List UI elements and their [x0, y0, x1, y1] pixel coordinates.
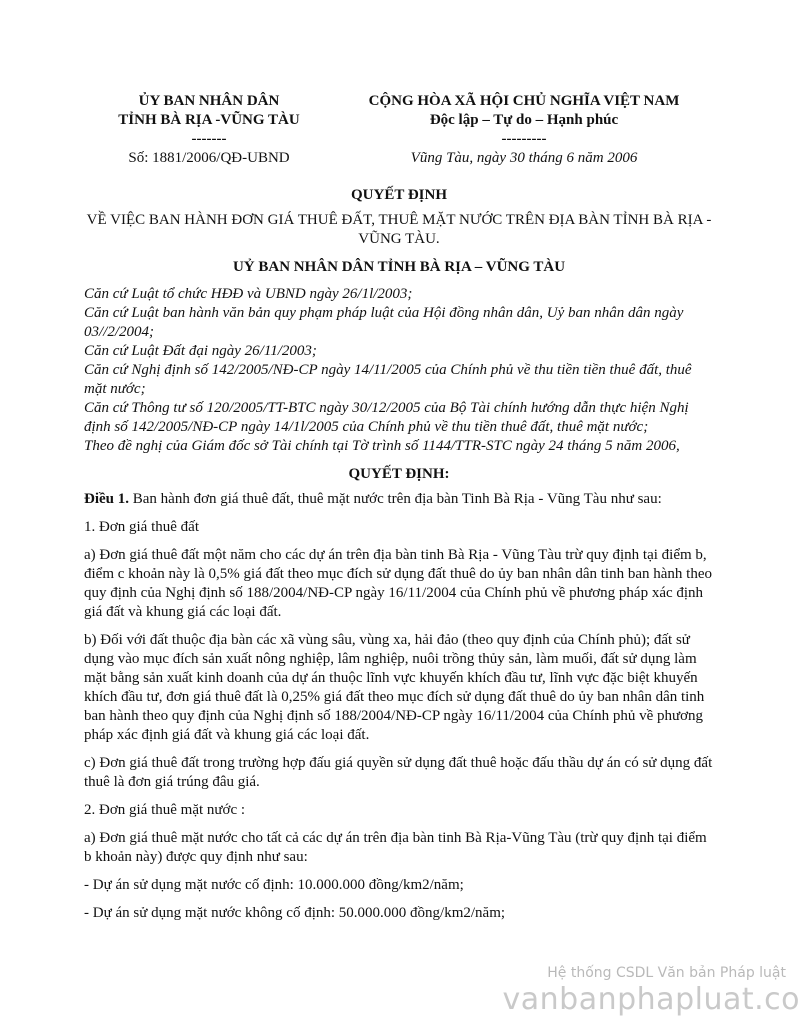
- body-paragraph: - Dự án sử dụng mặt nước không cố định: 50.000.000 đồng/km2/năm;: [84, 905, 506, 921]
- country-name: CỘNG HÒA XÃ HỘI CHỦ NGHĨA VIỆT NAM: [368, 93, 680, 109]
- document-subject: VỀ VIỆC BAN HÀNH ĐƠN GIÁ THUÊ ĐẤT, THUÊ MẶT NƯỚC TRÊN ĐỊA BÀN TỈNH BÀ RỊA - VŨNG TÀU.: [86, 212, 712, 247]
- body-paragraph: 1. Đơn giá thuê đất: [84, 519, 199, 535]
- watermark-caption: Hệ thống CSDL Văn bản Pháp luật: [547, 965, 786, 981]
- document-header: [84, 92, 714, 168]
- issuer-line-1: ỦY BAN NHÂN DÂN: [138, 93, 280, 109]
- legal-basis: Căn cứ Nghị định số 142/2005/NĐ-CP ngày 14/11/2005 của Chính phủ về thu tiền tiền thuê đất, thuê mặt nước;: [84, 362, 692, 397]
- issue-date: Vũng Tàu, ngày 30 tháng 6 năm 2006: [410, 150, 638, 166]
- article-label: Điều 1.: [84, 491, 129, 507]
- document-page: [84, 92, 714, 932]
- legal-basis: Căn cứ Luật Đất đại ngày 26/11/2003;: [84, 343, 317, 359]
- motto: Độc lập – Tự do – Hạnh phúc: [429, 112, 619, 128]
- document-title: QUYẾT ĐỊNH: [351, 187, 447, 203]
- body-paragraph: - Dự án sử dụng mặt nước cố định: 10.000.000 đồng/km2/năm;: [84, 877, 464, 893]
- legal-basis: Căn cứ Luật tổ chức HĐĐ và UBND ngày 26/1l/2003;: [84, 286, 413, 302]
- national-motto-block: [334, 92, 714, 168]
- legal-bases: [84, 285, 714, 456]
- article-1: [84, 490, 714, 509]
- document-number: Số: 1881/2006/QĐ-UBND: [128, 150, 290, 166]
- body-paragraph: b) Đối với đất thuộc địa bàn các xã vùng sâu, vùng xa, hải đảo (theo quy định của Chính phủ); đất sử dụng vào mục đích sản xuất nông nghiệp, lâm nghiệp, nuôi trồng thủy sản, làm muối, đất sử dụng làm mặt bằng sản xuất kinh doanh của dự án thuộc lĩnh vực khuyến khích đầu tư, lĩnh vực đặc biệt khuyến khích đầu tư, đơn giá thuê đất là 0,25% giá đất theo mục đích sử dụng đất thuê do ủy ban nhân dân tinh ban hành theo quy định của Nghị định số 188/2004/NĐ-CP ngày 16/11/2004 của Chính phủ về phương pháp xác định giá đất và khung giá các loại đất.: [84, 632, 705, 743]
- issuer-line-2: TỈNH BÀ RỊA -VŨNG TÀU: [118, 112, 300, 128]
- document-body: [84, 490, 714, 923]
- motto-rule: ---------: [501, 131, 547, 147]
- body-paragraph: a) Đơn giá thuê mặt nước cho tất cả các dự án trên địa bàn tinh Bà Rịa-Vũng Tàu (trừ quy định tại điểm b khoản này) được quy định như sau:: [84, 830, 707, 865]
- legal-basis: Theo đề nghị của Giám đốc sở Tài chính tại Tờ trình số 1144/TTR-STC ngày 24 tháng 5 năm 2006,: [84, 438, 680, 454]
- legal-basis: Căn cứ Luật ban hành văn bản quy phạm pháp luật của Hội đồng nhân dân, Uỷ ban nhân dân ngày 03//2/2004;: [84, 305, 684, 340]
- issuer-block: [94, 92, 324, 168]
- body-paragraph: c) Đơn giá thuê đất trong trường hợp đấu giá quyền sử dụng đất thuê hoặc đấu thầu dự án có sử dụng đất thuê là đơn giá trúng đâu giá.: [84, 755, 713, 790]
- decision-heading: QUYẾT ĐỊNH:: [348, 466, 450, 482]
- body-paragraph: a) Đơn giá thuê đất một năm cho các dự án trên địa bàn tinh Bà Rịa - Vũng Tàu trừ quy định tại điểm b, điểm c khoản này là 0,5% giá đất theo mục đích sử dụng đất thuê do ủy ban nhân dân tinh ban hành theo quy định của Nghị định số 188/2004/NĐ-CP ngày 16/11/2004 của Chính phủ về phương pháp xác định giá đất và khung giá các loại đất.: [84, 547, 712, 620]
- watermark-site: vanbanphapluat.co: [502, 982, 800, 1017]
- legal-basis: Căn cứ Thông tư số 120/2005/TT-BTC ngày 30/12/2005 của Bộ Tài chính hướng dẫn thực hiện Nghị định số 142/2005/NĐ-CP ngày 14/1l/2005 của Chính phủ về thu tiền thuê đất, thuê mặt nước;: [84, 400, 689, 435]
- article-text: Ban hành đơn giá thuê đất, thuê mặt nước trên địa bàn Tinh Bà Rịa - Vũng Tàu như sau:: [129, 491, 662, 507]
- body-paragraph: 2. Đơn giá thuê mặt nước :: [84, 802, 246, 818]
- issuer-rule: -------: [191, 131, 227, 147]
- issuing-authority: UỶ BAN NHÂN DÂN TỈNH BÀ RỊA – VŨNG TÀU: [232, 259, 566, 275]
